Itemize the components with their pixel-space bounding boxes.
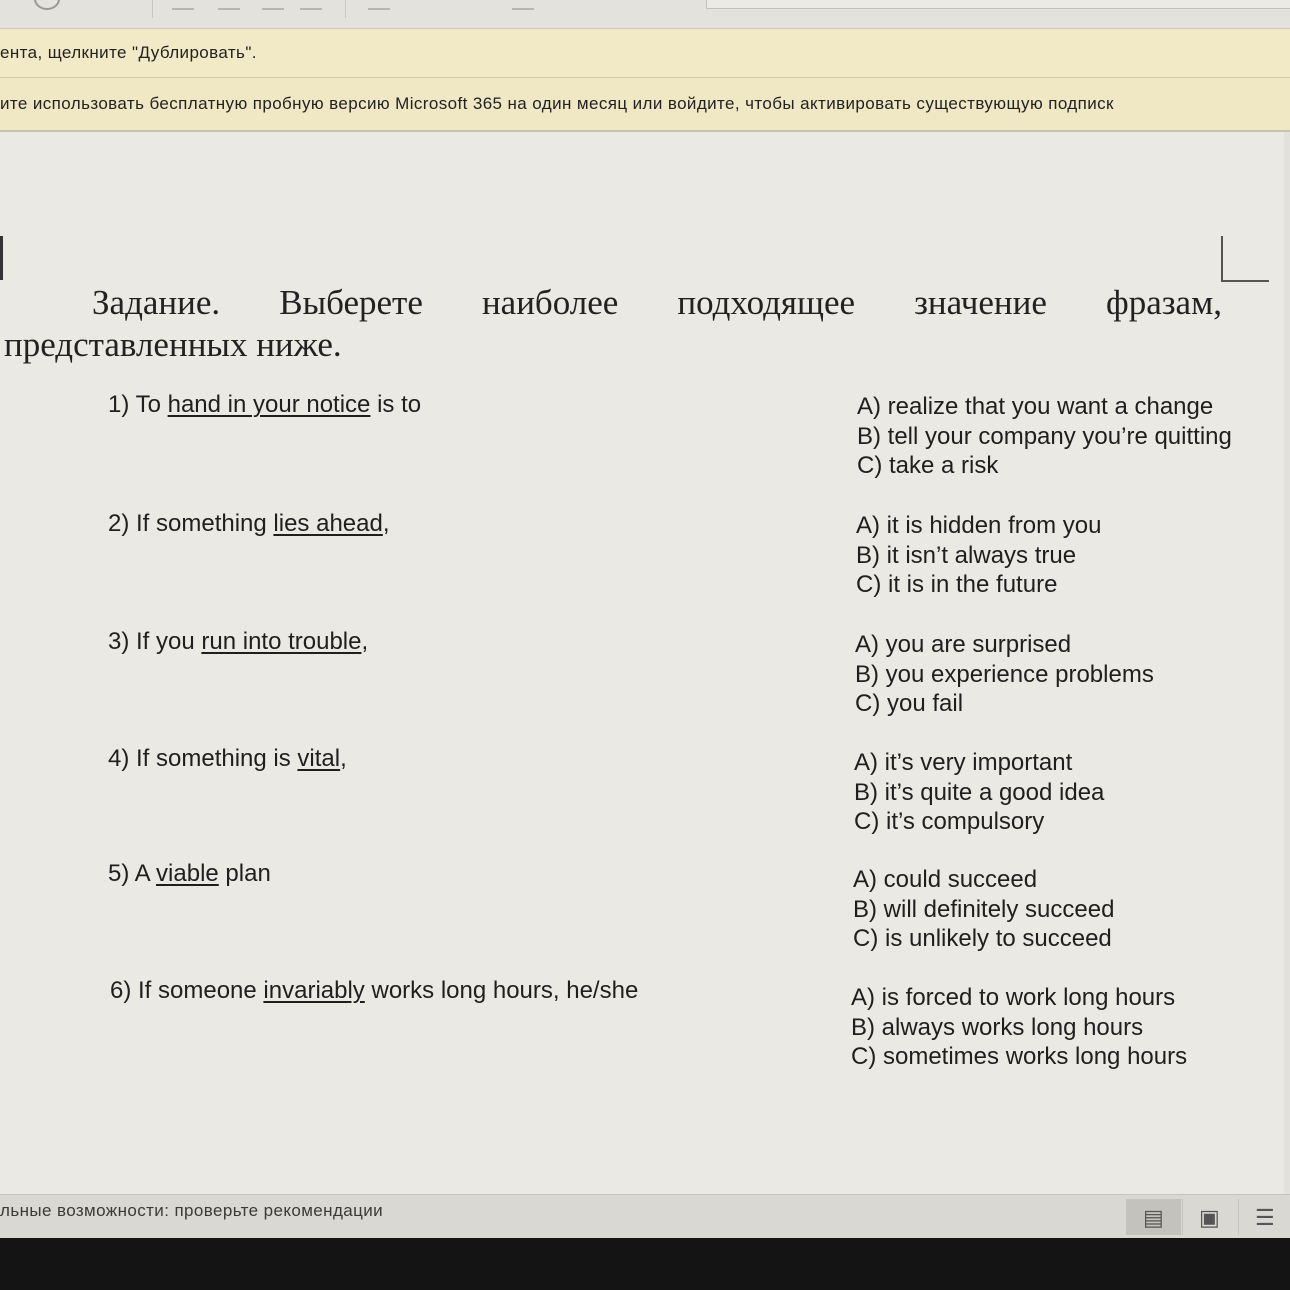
question-3 — [108, 628, 368, 656]
question-prefix: 3) If you — [108, 628, 202, 655]
options-6 — [851, 983, 1187, 1072]
options-5 — [853, 865, 1114, 954]
toolbar-button-icon[interactable] — [172, 0, 194, 10]
page-corner-margin-mark — [1221, 236, 1269, 282]
question-suffix: , — [361, 628, 369, 655]
option-a: A) could succeed — [853, 866, 1038, 893]
toolbar-search-field[interactable] — [706, 0, 1290, 9]
trial-banner — [0, 78, 1290, 132]
option-b: B) tell your company you’re quitting — [857, 422, 1232, 450]
option-b: B) it isn’t always true — [856, 541, 1077, 569]
question-phrase: lies ahead — [273, 510, 383, 537]
task-heading-line-2: представленных ниже. — [4, 325, 342, 364]
options-3 — [855, 630, 1154, 719]
heading-word: подходящее — [677, 283, 856, 322]
toolbar-button-icon[interactable] — [512, 0, 534, 10]
toolbar-separator — [345, 0, 346, 18]
heading-word: Задание. — [92, 283, 221, 322]
option-a: A) it is hidden from you — [856, 512, 1102, 539]
question-6 — [110, 977, 638, 1005]
option-b: B) always works long hours — [851, 1013, 1144, 1041]
outline-icon[interactable]: ☰ — [1238, 1199, 1289, 1235]
accessibility-status[interactable]: льные возможности: проверьте рекомендации — [0, 1201, 384, 1220]
question-prefix: 1) To — [108, 391, 168, 418]
question-suffix: , — [340, 745, 347, 772]
question-suffix: plan — [218, 860, 271, 887]
toolbar-button-icon[interactable] — [368, 0, 390, 10]
question-phrase: viable — [156, 860, 219, 887]
print-layout-icon[interactable]: ▤ — [1126, 1199, 1181, 1235]
toolbar-round-button-icon[interactable] — [34, 0, 60, 10]
option-c: C) it’s compulsory — [854, 808, 1045, 835]
heading-word: значение — [914, 283, 1047, 322]
heading-word: фразам, — [1106, 283, 1222, 322]
option-b: B) you experience problems — [855, 660, 1154, 688]
option-b: B) will definitely succeed — [853, 895, 1115, 923]
toolbar-button-icon[interactable] — [218, 0, 240, 10]
screen-bezel — [0, 1238, 1290, 1290]
question-phrase: run into trouble — [201, 628, 362, 655]
option-c: C) it is in the future — [856, 571, 1058, 598]
question-prefix: 5) A — [108, 860, 157, 887]
status-bar — [0, 1194, 1290, 1239]
option-a: A) you are surprised — [855, 631, 1072, 658]
question-phrase: vital — [297, 745, 341, 772]
duplicate-banner — [0, 29, 1290, 78]
question-prefix: 6) If someone — [110, 977, 264, 1004]
question-5 — [108, 860, 271, 888]
options-2 — [856, 511, 1101, 600]
option-b: B) it’s quite a good idea — [854, 778, 1105, 806]
question-1 — [108, 391, 421, 419]
options-1 — [857, 392, 1232, 481]
task-heading-line-1 — [4, 282, 1222, 324]
page-edge-marker — [0, 236, 3, 280]
toolbar-button-icon[interactable] — [300, 0, 322, 10]
question-2 — [108, 510, 390, 538]
option-a: A) realize that you want a change — [857, 393, 1214, 420]
toolbar-separator — [152, 0, 153, 18]
option-c: C) is unlikely to succeed — [853, 925, 1112, 952]
option-c: C) sometimes works long hours — [851, 1043, 1188, 1070]
option-c: C) take a risk — [857, 452, 999, 479]
question-suffix: is to — [370, 391, 422, 418]
option-a: A) it’s very important — [854, 749, 1073, 776]
options-4 — [854, 748, 1104, 837]
trial-banner-text: ите использовать бесплатную пробную версию Microsoft 365 на один месяц или войдите, чтобы активировать существующую подписк — [0, 94, 1114, 113]
question-prefix: 2) If something — [108, 510, 274, 537]
task-heading — [4, 282, 1222, 366]
question-phrase: invariably — [263, 977, 365, 1004]
ribbon-toolbar — [0, 0, 1290, 29]
question-suffix: works long hours, he/she — [364, 977, 639, 1004]
option-a: A) is forced to work long hours — [851, 984, 1176, 1011]
heading-word: Выберете — [279, 283, 423, 322]
question-4 — [108, 745, 347, 773]
question-phrase: hand in your notice — [167, 391, 371, 418]
question-prefix: 4) If something is — [108, 745, 298, 772]
web-layout-icon[interactable]: ▣ — [1182, 1199, 1237, 1235]
option-c: C) you fail — [855, 690, 964, 717]
heading-word: наиболее — [481, 283, 619, 322]
toolbar-button-icon[interactable] — [262, 0, 284, 10]
duplicate-banner-text: ента, щелкните "Дублировать". — [0, 43, 257, 62]
question-suffix: , — [382, 510, 390, 537]
